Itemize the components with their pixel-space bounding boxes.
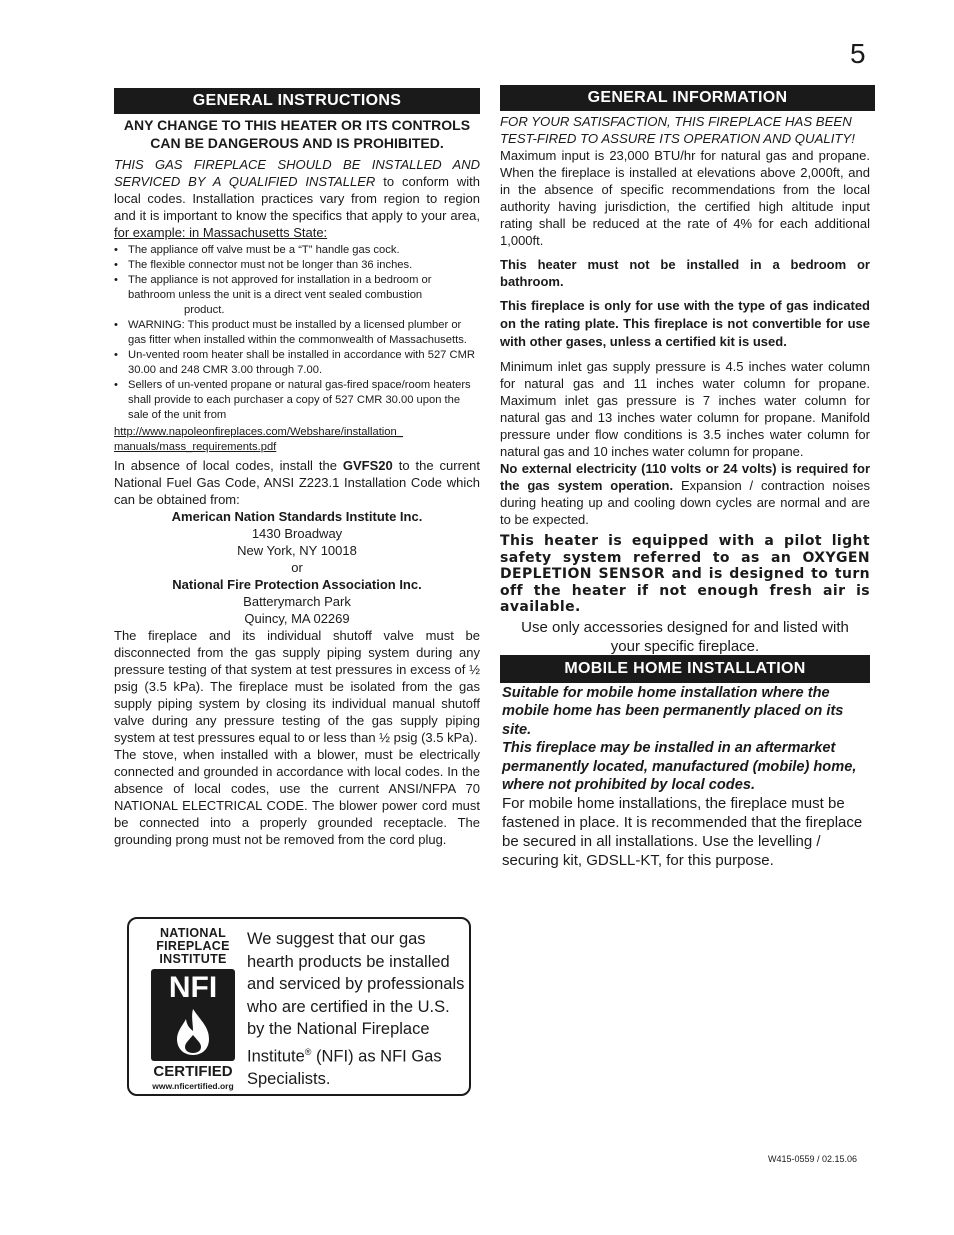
pressure-paragraph: Minimum inlet gas supply pressure is 4.5 inches water column for natural gas and 11 inches water column for propane. Maximum inlet gas pressure is 7 inches water column for natural gas and 13 inches water column for propane. Manifold pressure under flow conditions is 3.5 inches water column for natural gas and 10 inches water column for propane. (500, 359, 870, 459)
bedroom-warning: This heater must not be installed in a bedroom or bathroom. (500, 257, 870, 289)
list-item: • WARNING: This product must be installed by a licensed plumber or gas fitter when installed within the commonwealth of Massachusetts. (114, 318, 480, 348)
nfpa-street: Batterymarch Park (243, 594, 351, 609)
list-item: • The appliance off valve must be a “T” handle gas cock. (114, 243, 480, 258)
mobile-aftermarket: This fireplace may be installed in an aftermarket permanently located, manufactured (mobile) home, where not prohibited by local codes. (502, 740, 857, 794)
certified-label: CERTIFIED (153, 1063, 233, 1080)
max-input-paragraph: Maximum input is 23,000 BTU/hr for natural gas and propane. When the fireplace is installed at elevations above 2,000ft, and in the absence of specific recommendations from the local authority having jurisdiction, the certified high altitude input rating shall be reduced at the rate of 4% for each additional 1,000ft. (500, 148, 870, 248)
document-code: W415-0559 / 02.15.06 (768, 1154, 858, 1164)
intro-paragraph (114, 156, 480, 241)
list-item: • The flexible connector must not be longer than 36 inches. (114, 258, 480, 273)
mobile-fastening: For mobile home installations, the fireplace must be fastened in place. It is recommended that the fireplace be secured in all installations. Use the levelling / securing kit, GDSLL-KT, for this purpose. (502, 795, 863, 870)
list-item: • Un-vented room heater shall be installed in accordance with 527 CMR 30.00 and 248 CMR 3.00 through 7.00. (114, 348, 480, 378)
nfpa-name: National Fire Protection Association Inc. (172, 577, 422, 592)
nfpa-city: Quincy, MA 02269 (244, 611, 350, 626)
mobile-home-section (502, 684, 870, 870)
ansi-name: American Nation Standards Institute Inc. (171, 509, 423, 524)
electricity-paragraph: No external electricity (110 volts or 24 volts) is required for the gas system operation. Expansion / contraction noises during heating up and cooling down cycles are normal and are to be expected. (500, 461, 871, 527)
pilot-light-warning: This heater is equipped with a pilot light safety system referred to as an OXYGEN DEPLETION SENSOR and is designed to turn off the heater if not enough fresh air is available. (500, 533, 870, 615)
nfi-logo: NATIONAL FIREPLACE INSTITUTE NFI CERTIFIED www.nficertified.org (145, 927, 241, 1091)
page-number: 5 (850, 38, 866, 69)
list-item: • The appliance is not approved for installation in a bedroom or bathroom unless the unit is a direct vent sealed combustion product. (114, 273, 480, 318)
nfi-certification-box (127, 917, 471, 1096)
gas-type-warning: This fireplace is only for use with the type of gas indicated on the rating plate. This fireplace is not convertible for use with other gases, unless a certified kit is used. (500, 298, 870, 349)
shutoff-paragraph: The fireplace and its individual shutoff valve must be disconnected from the gas supply piping system during any pressure testing of that system at test pressures in excess of ½ psig (3.5 kPa). The fireplace must be isolated from the gas supply piping system by closing its individual manual shutoff valve during any pressure testing of the gas supply piping system at test pressures equal to or less than ½ psig (3.5 kPa). (114, 628, 480, 745)
massachusetts-list (114, 243, 480, 423)
ansi-city: New York, NY 10018 (237, 543, 357, 558)
left-column (114, 116, 480, 848)
mass-requirements-link[interactable]: http://www.napoleonfireplaces.com/Webshare/installation_ manuals/mass_requirements.pdf (114, 426, 403, 453)
mobile-home-header: MOBILE HOME INSTALLATION (500, 655, 870, 683)
ansi-street: 1430 Broadway (251, 526, 343, 541)
nfi-url: www.nficertified.org (152, 1081, 234, 1091)
bullet-continuation: product. (184, 304, 225, 316)
change-warning: ANY CHANGE TO THIS HEATER OR ITS CONTROLS CAN BE DANGEROUS AND IS PROHIBITED. (123, 117, 471, 151)
or-text: or (291, 560, 303, 575)
accessories-note: Use only accessories designed for and listed with your specific fireplace. (521, 618, 849, 655)
mobile-suitable: Suitable for mobile home installation where the mobile home has been permanently placed on its site. (502, 685, 844, 738)
general-instructions-header: GENERAL INSTRUCTIONS (114, 88, 480, 114)
nfi-flame-icon: NFI (151, 969, 235, 1061)
intro-italic: THIS GAS FIREPLACE SHOULD BE INSTALLED AND SERVICED BY A QUALIFIED INSTALLER (114, 157, 480, 189)
absence-paragraph: In absence of local codes, install the GVFS20 to the current National Fuel Gas Code, ANSI Z223.1 Installation Code which can be obtained from: (114, 458, 480, 507)
model-number: GVFS20 (342, 458, 393, 473)
intro-rest: to conform with local codes. Installation practices vary from region to region and it is important to know the specifics that apply to your area, (114, 174, 480, 223)
intro-underline: for example: in Massachusetts State: (114, 225, 328, 240)
general-information-header: GENERAL INFORMATION (500, 85, 875, 111)
list-item: • Sellers of un-vented propane or natural gas-fired space/room heaters shall provide to each purchaser a copy of 527 CMR 30.00 upon the sale of the unit from (114, 378, 480, 423)
right-column (500, 113, 870, 656)
nfi-suggestion-text: We suggest that our gas hearth products be installed and serviced by professionals who are certified in the U.S. by the National Fireplace Institute® (NFI) as NFI Gas Specialists. (247, 930, 465, 1088)
satisfaction-note: FOR YOUR SATISFACTION, THIS FIREPLACE HAS BEEN TEST-FIRED TO ASSURE ITS OPERATION AND QUALITY! (500, 114, 855, 146)
blower-paragraph: The stove, when installed with a blower, must be electrically connected and grounded in accordance with local codes. In the absence of local codes, use the current ANSI/NFPA 70 NATIONAL ELECTRICAL CODE. The blower power cord must be connected into a properly grounded receptacle. The grounding prong must not be removed from the cord plug. (114, 747, 480, 847)
